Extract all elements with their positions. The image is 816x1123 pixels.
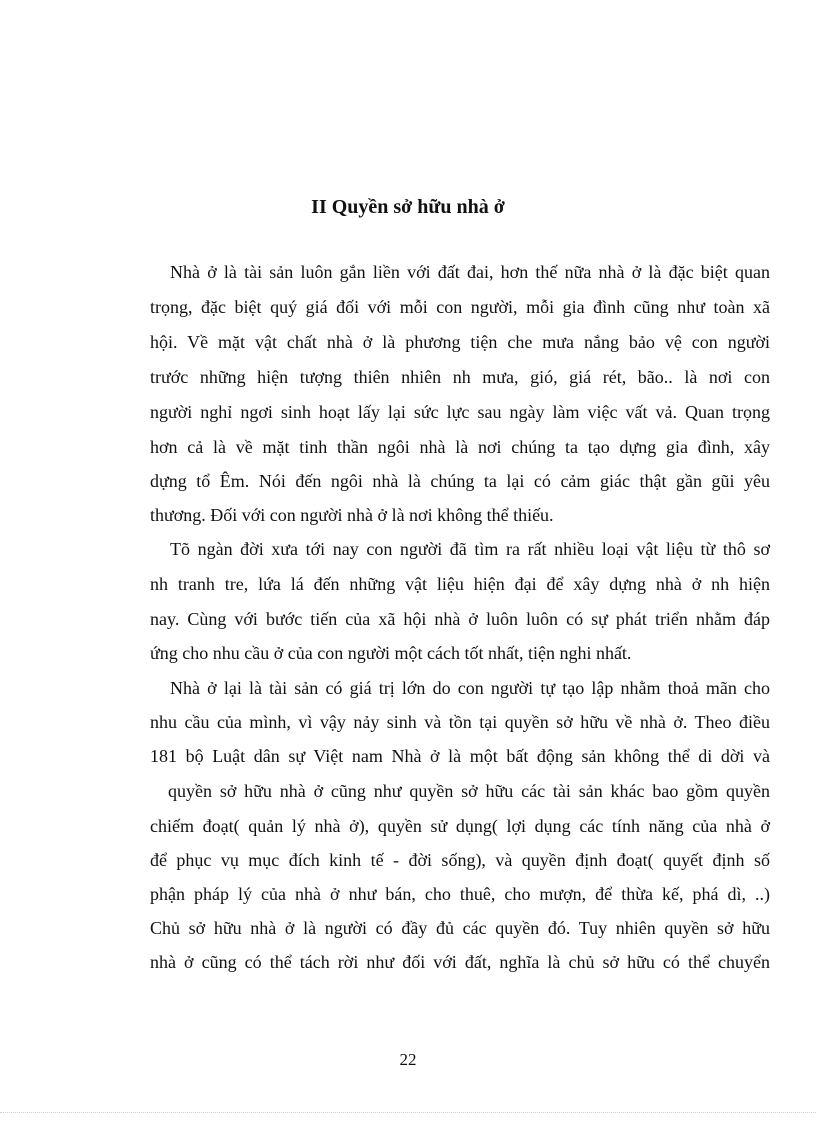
text-line-4: trước những hiện tượng thiên nhiên nh mưa, gió, giá rét, bão.. là nơi con: [150, 367, 770, 387]
page-number: 22: [399, 1050, 417, 1069]
text-line-13: Nhà ở lại là tài sản có giá trị lớn do con người tự tạo lập nhằm thoả mãn cho: [170, 678, 770, 698]
section-heading: II Quyền sở hữu nhà ở: [311, 196, 505, 218]
text-line-19: phận pháp lý của nhà ở như bán, cho thuê, cho mượn, để thừa kế, phá dì, ..): [150, 884, 770, 904]
text-line-10: nh tranh tre, lứa lá đến những vật liệu hiện đại để xây dựng nhà ở nh hiện: [150, 574, 770, 594]
text-line-18: để phục vụ mục đích kinh tế - đời sống), và quyền định đoạt( quyết định số: [150, 850, 770, 870]
text-line-2: trọng, đặc biệt quý giá đối với mỗi con người, mỗi gia đình cũng như toàn xã: [150, 297, 770, 317]
text-line-7: dựng tổ Êm. Nói đến ngôi nhà là chúng ta lại có cảm giác thật gần gũi yêu: [150, 471, 770, 491]
page-bottom-divider: [0, 1112, 816, 1113]
text-line-5: người nghỉ ngơi sinh hoạt lấy lại sức lực sau ngày làm việc vất vả. Quan trọng: [150, 402, 770, 422]
text-line-15: 181 bộ Luật dân sự Việt nam Nhà ở là một bất động sản không thể di dời và: [150, 746, 770, 766]
text-line-20: Chủ sở hữu nhà ở là người có đầy đủ các quyền đó. Tuy nhiên quyền sở hữu: [150, 918, 770, 938]
text-line-17: chiếm đoạt( quản lý nhà ở), quyền sử dụng( lợi dụng các tính năng của nhà ở: [150, 816, 770, 836]
text-line-1: Nhà ở là tài sản luôn gắn liền với đất đai, hơn thế nữa nhà ở là đặc biệt quan: [170, 262, 770, 282]
text-line-3: hội. Về mặt vật chất nhà ở là phương tiện che mưa nắng bảo vệ con người: [150, 332, 770, 352]
text-line-9: Tõ ngàn đời xưa tới nay con người đã tìm ra rất nhiều loại vật liệu từ thô sơ: [170, 539, 770, 559]
text-line-6: hơn cả là về mặt tinh thần ngôi nhà là nơi chúng ta tạo dựng gia đình, xây: [150, 437, 770, 457]
text-line-14: nhu cầu của mình, vì vậy nảy sinh và tồn tại quyền sở hữu về nhà ở. Theo điều: [150, 712, 770, 732]
text-line-11: nay. Cùng với bước tiến của xã hội nhà ở luôn luôn có sự phát triển nhằm đáp: [150, 609, 770, 629]
text-line-12: ứng cho nhu cầu ở của con người một cách tốt nhất, tiện nghi nhất.: [150, 643, 632, 663]
text-line-8: thương. Đối với con người nhà ở là nơi không thể thiếu.: [150, 505, 554, 525]
text-line-21: nhà ở cũng có thể tách rời như đối với đất, nghĩa là chủ sở hữu có thể chuyển: [150, 952, 770, 972]
text-line-16: quyền sở hữu nhà ở cũng như quyền sở hữu các tài sản khác bao gồm quyền: [168, 781, 770, 801]
